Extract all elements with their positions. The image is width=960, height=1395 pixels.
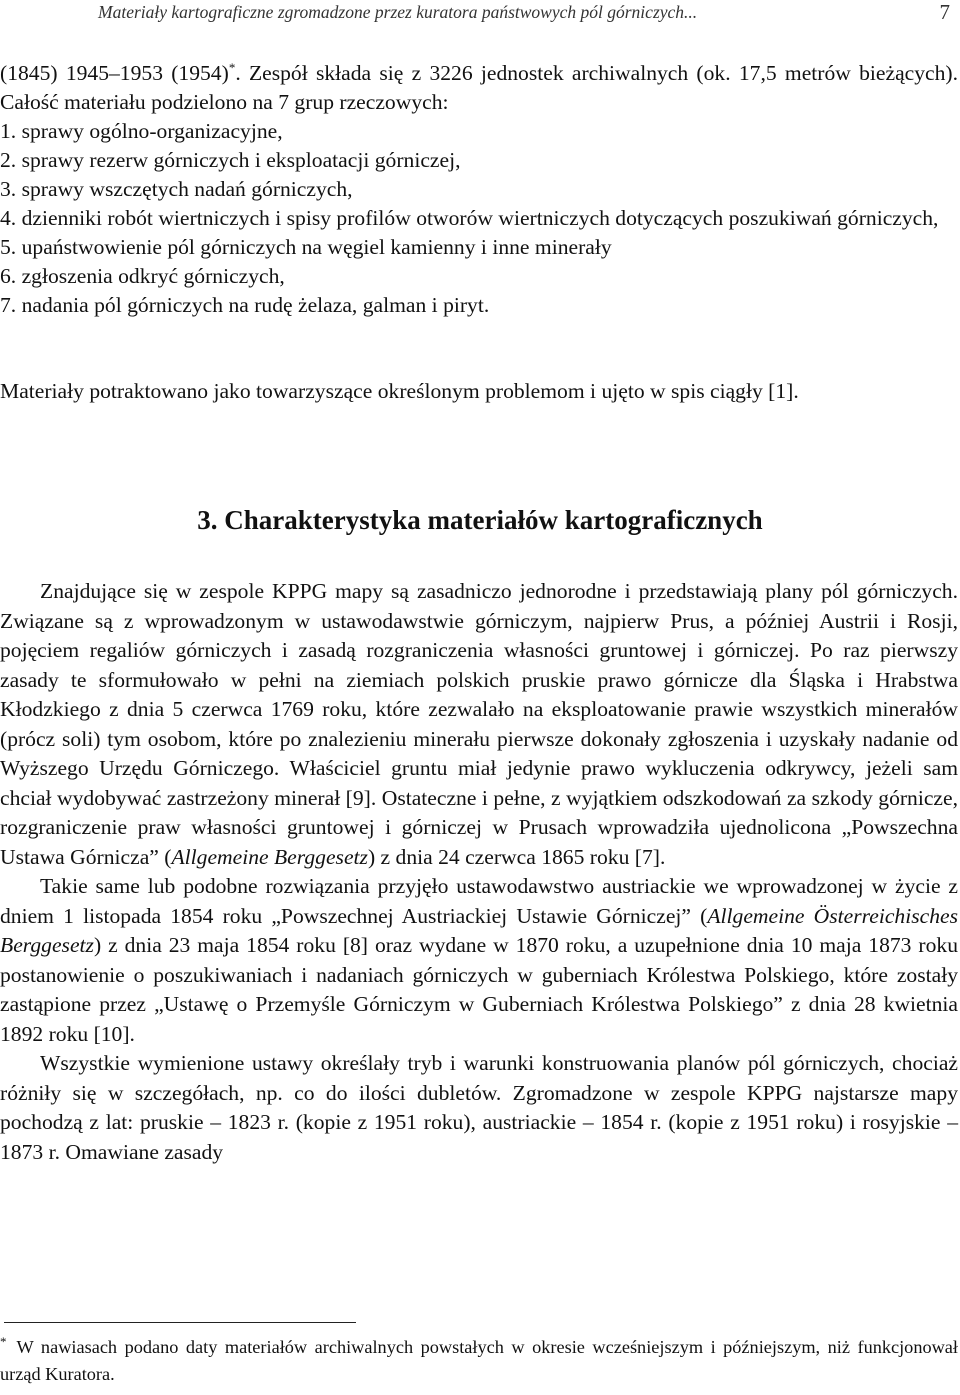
- section-heading: 3. Charakterystyka materiałów kartograficznych: [197, 505, 763, 535]
- list-item: 2. sprawy rezerw górniczych i eksploatacji górniczej,: [0, 148, 461, 172]
- paragraph-text: ) z dnia 23 maja 1854 roku [8] oraz wydane w 1870 roku, a uzupełnione dnia 10 maja 1873 roku postanowienie o poszukiwaniach i nadaniach górniczych w guberniach Królestwa Polskiego, które zostały zastąpione przez „Ustawę o Przemyśle Górniczym w Guberniach Królestwa Polskiego” z dnia 28 kwietnia 1892 roku [10].: [0, 933, 958, 1046]
- list-item: 5. upaństwowienie pól górniczych na węgiel kamienny i inne minerały: [0, 235, 612, 259]
- list-item: 3. sprawy wszczętych nadań górniczych,: [0, 177, 353, 201]
- footnote: [0, 1334, 958, 1388]
- paragraph-text: Takie same lub podobne rozwiązania przyjęło ustawodawstwo austriackie we wprowadzonej w życie z dniem 1 listopada 1854 roku „Powszechnej Austriackiej Ustawie Górniczej” (: [0, 874, 958, 928]
- page-number: 7: [939, 0, 950, 24]
- after-list-text: Materiały potraktowano jako towarzyszące określonym problemom i ujęto w spis ciągły [1].: [0, 379, 799, 403]
- intro-text-end: . Zespół składa się z 3226 jednostek archiwalnych (ok. 17,5 metrów bieżących). Całość materiału podzielono na 7 grup rzeczowych:: [0, 61, 958, 114]
- italic-title: Allgemeine Österreichisches Berggesetz: [0, 903, 958, 957]
- after-list-paragraph: [0, 377, 958, 406]
- footnote-text: W nawiasach podano daty materiałów archiwalnych powstałych w okresie wcześniejszym i późniejszym, niż funkcjonował urząd Kuratora.: [0, 1337, 958, 1384]
- footnote-divider: [4, 1322, 356, 1323]
- intro-paragraph: [0, 59, 958, 117]
- section-paragraph-3: Wszystkie wymienione ustawy określały tryb i warunki konstruowania planów pól górniczych, chociaż różniły się w szczegółach, np. co do ilości dubletów. Zgromadzone w zespole KPPG najstarsze mapy pochodzą z lat: pruskie – 1823 r. (kopie z 1951 roku), austriackie – 1854 r. (kopie z 1951 roku) i rosyjskie – 1873 r. Omawiane zasady: [0, 1051, 958, 1164]
- paragraph-text: Znajdujące się w zespole KPPG mapy są zasadniczo jednorodne i przedstawiają plany pól górniczych. Związane są z wprowadzonym w ustawodawstwie górniczym, najpierw Prus, a później Austrii i Rosji, pojęciem regaliów górniczych i zasadą rozgraniczenia własności gruntowej i górniczej. Po raz pierwszy zasady te sformułowało w pełni na ziemiach polskich pruskie prawo górnicze dla Śląska i Hrabstwa Kłodzkiego z dnia 5 czerwca 1769 roku, które zezwalało na eksploatowanie prawie wszystkich minerałów (prócz soli) tym osobom, które po znalezieniu minerału pierwsze dokonały zgłoszenia i uzyskały nadanie od Wyższego Urzędu Górniczego. Właściciel gruntu miał jedynie prawo wykluczenia odkrywcy, jeżeli sam chciał wydobywać zastrzeżony minerał [9]. Ostateczne i pełne, z wyjątkiem odszkodowań za szkody górnicze, rozgraniczenie praw własności gruntowej i górniczej w Prusach wprowadziła ujednolicona „Powszechna Ustawa Górnicza” (: [0, 579, 958, 869]
- footnote-mark: *: [0, 1333, 7, 1349]
- list-item: 1. sprawy ogólno-organizacyjne,: [0, 119, 283, 143]
- running-header-title: Materiały kartograficzne zgromadzone przez kuratora państwowych pól górniczych...: [98, 2, 698, 22]
- list-item: 4. dzienniki robót wiertniczych i spisy profilów otworów wiertniczych dotyczących poszukiwań górniczych,: [0, 206, 939, 230]
- section-body: [0, 577, 958, 1167]
- footnote-reference[interactable]: *: [228, 59, 236, 75]
- intro-text-start: (1845) 1945–1953 (1954): [0, 61, 229, 85]
- group-list: [0, 117, 958, 320]
- italic-title: Allgemeine Berggesetz: [171, 844, 368, 869]
- list-item: 7. nadania pól górniczych na rudę żelaza, galman i piryt.: [0, 293, 490, 317]
- section-paragraph-1: [0, 577, 958, 872]
- paragraph-text: ) z dnia 24 czerwca 1865 roku [7].: [367, 844, 666, 869]
- list-item: 6. zgłoszenia odkryć górniczych,: [0, 264, 285, 288]
- section-paragraph-2: [0, 872, 958, 1049]
